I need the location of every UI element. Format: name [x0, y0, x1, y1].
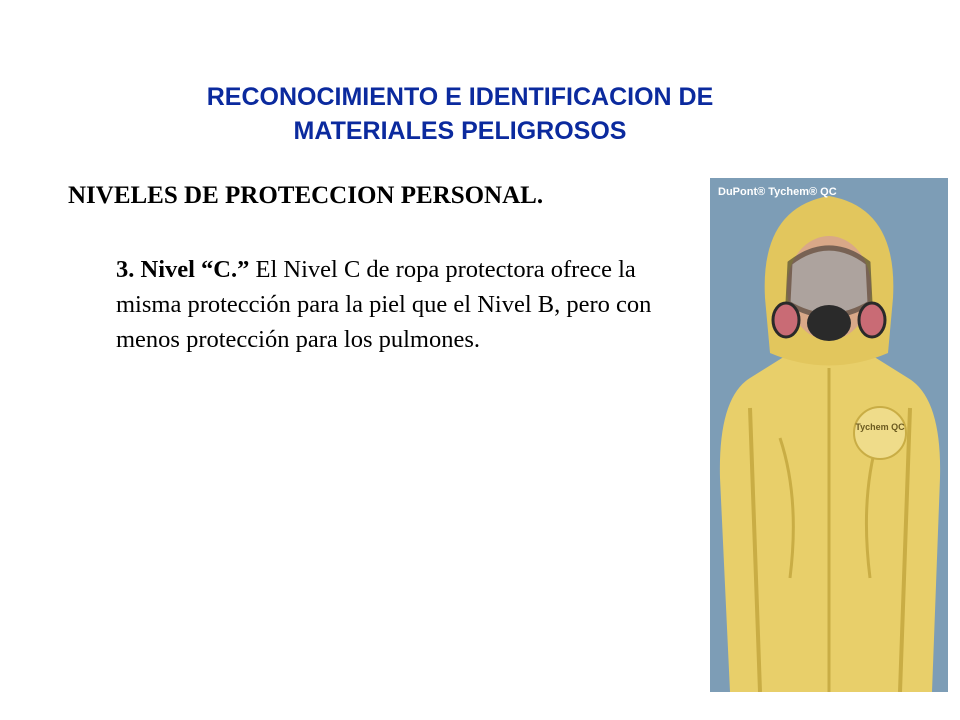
section-heading: NIVELES DE PROTECCION PERSONAL.: [68, 182, 544, 209]
slide-title: [100, 80, 820, 148]
level-c-description: [116, 252, 686, 357]
brand-label: DuPont® Tychem® QC: [718, 186, 837, 198]
protective-suit-illustration: [710, 178, 948, 692]
slide-title-line-2: MATERIALES PELIGROSOS: [293, 117, 627, 145]
level-c-lead: 3. Nivel “C.”: [116, 256, 250, 283]
slide-title-line-1: RECONOCIMIENTO E IDENTIFICACION DE: [206, 83, 714, 111]
level-c-text: El Nivel C de ropa protectora ofrece la misma protección para la piel que el Nivel B, pero con menos protección para los pulmones.: [116, 256, 652, 353]
suit-badge-label: Tychem QC: [855, 422, 905, 432]
protective-suit-photo: [710, 178, 948, 692]
